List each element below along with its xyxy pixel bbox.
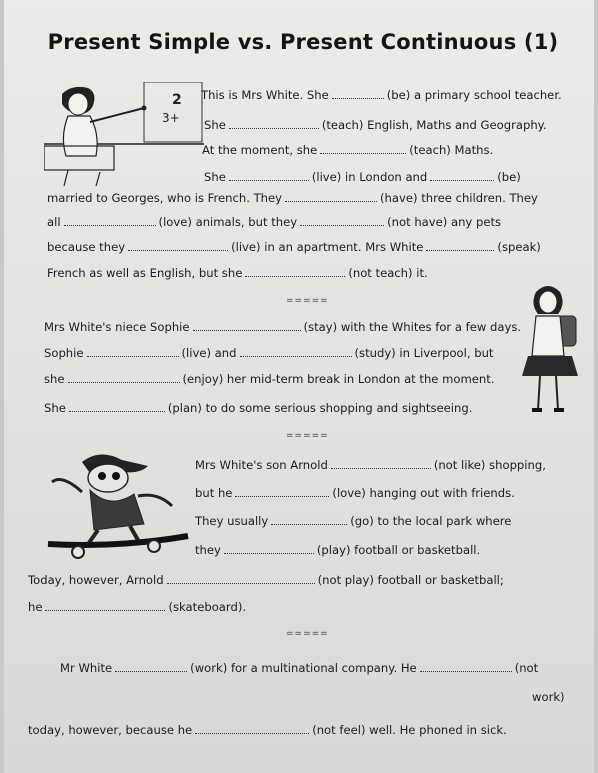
text-segment: they [195, 543, 221, 557]
text-segment: (love) animals, but they [158, 215, 298, 229]
section-separator: ===== [286, 296, 329, 306]
s3-line-2 [195, 486, 515, 500]
text-segment: Mrs White's niece Sophie [44, 320, 190, 334]
text-segment: (go) to the local park where [350, 514, 512, 528]
text-segment: Mr White [60, 661, 113, 675]
s2-line-1 [44, 320, 521, 334]
worksheet-page [4, 0, 594, 773]
answer-blank[interactable] [45, 600, 165, 611]
text-segment: because they [47, 240, 126, 254]
answer-blank[interactable] [320, 143, 406, 154]
s1-line-8 [47, 266, 428, 280]
girl-illustration-icon [522, 282, 584, 422]
text-segment: They usually [195, 514, 269, 528]
text-segment: (not [514, 661, 539, 675]
text-segment: (teach) Maths. [409, 143, 494, 157]
text-segment: Sophie [44, 346, 84, 360]
skater-illustration-icon [42, 448, 192, 560]
answer-blank[interactable] [331, 458, 431, 469]
s1-line-6 [47, 215, 501, 229]
text-segment: (work) for a multinational company. He [190, 661, 417, 675]
text-segment: today, however, because he [28, 723, 193, 737]
s1-line-4 [204, 170, 521, 184]
answer-blank[interactable] [229, 170, 309, 181]
s1-line-5 [47, 191, 538, 205]
text-segment: (not teach) it. [348, 266, 428, 280]
answer-blank[interactable] [420, 661, 512, 672]
text-segment: She [204, 170, 226, 184]
s1-line-3 [202, 143, 493, 157]
answer-blank[interactable] [64, 215, 156, 226]
s1-line-7 [47, 240, 541, 254]
text-segment: This is Mrs White. She [201, 88, 329, 102]
answer-blank[interactable] [224, 543, 314, 554]
s4-line-3 [28, 723, 507, 737]
text-segment: (enjoy) her mid-term break in London at the moment. [182, 372, 495, 386]
text-segment: married to Georges, who is French. They [47, 191, 283, 205]
text-segment: (not have) any pets [387, 215, 502, 229]
s4-line-1 [60, 661, 538, 675]
text-segment: French as well as English, but she [47, 266, 243, 280]
s1-line-2 [204, 118, 547, 132]
text-segment: but he [195, 486, 233, 500]
text-segment: (be) a primary school teacher. [386, 88, 562, 102]
answer-blank[interactable] [193, 320, 301, 331]
text-segment: (live) in London and [311, 170, 428, 184]
text-segment: all [47, 215, 61, 229]
s3-line-3 [195, 514, 511, 528]
s3-line-1 [195, 458, 546, 472]
s3-line-4 [195, 543, 480, 557]
text-segment: (live) and [181, 346, 237, 360]
section-separator: ===== [286, 629, 329, 639]
text-segment: (teach) English, Maths and Geography. [321, 118, 547, 132]
text-segment: At the moment, she [202, 143, 318, 157]
answer-blank[interactable] [300, 215, 384, 226]
s2-line-3 [44, 372, 495, 386]
text-segment: she [44, 372, 65, 386]
s3-line-5 [28, 573, 504, 587]
text-segment: (be) [497, 170, 521, 184]
text-segment: (speak) [497, 240, 541, 254]
answer-blank[interactable] [426, 240, 494, 251]
answer-blank[interactable] [115, 661, 187, 672]
worksheet-title: Present Simple vs. Present Continuous (1) [47, 30, 559, 54]
text-segment: (love) hanging out with friends. [332, 486, 515, 500]
s3-line-6 [28, 600, 246, 614]
s1-line-1 [201, 88, 562, 102]
text-segment: (stay) with the Whites for a few days. [303, 320, 522, 334]
svg-text:2: 2 [172, 92, 182, 108]
text-segment: he [28, 600, 43, 614]
teacher-illustration-icon [44, 82, 204, 187]
answer-blank[interactable] [332, 88, 384, 99]
text-segment: She [44, 401, 66, 415]
text-segment: (study) in Liverpool, but [354, 346, 494, 360]
answer-blank[interactable] [430, 170, 494, 181]
section-separator: ===== [286, 431, 329, 441]
text-segment: (live) in an apartment. Mrs White [231, 240, 424, 254]
text-segment: Mrs White's son Arnold [195, 458, 328, 472]
answer-blank[interactable] [285, 191, 377, 202]
answer-blank[interactable] [271, 514, 347, 525]
answer-blank[interactable] [195, 723, 309, 734]
answer-blank[interactable] [128, 240, 228, 251]
text-segment: (plan) to do some serious shopping and sightseeing. [167, 401, 473, 415]
text-segment: (have) three children. They [380, 191, 538, 205]
answer-blank[interactable] [245, 266, 345, 277]
text-segment: (play) football or basketball. [316, 543, 481, 557]
s2-line-2 [44, 346, 493, 360]
answer-blank[interactable] [87, 346, 179, 357]
s2-line-4 [44, 401, 472, 415]
text-segment: (not play) football or basketball; [317, 573, 504, 587]
s4-line-2: work) [532, 690, 565, 704]
answer-blank[interactable] [235, 486, 329, 497]
text-segment: (not like) shopping, [433, 458, 546, 472]
answer-blank[interactable] [229, 118, 319, 129]
text-segment: (not feel) well. He phoned in sick. [312, 723, 507, 737]
text-segment: (skateboard). [168, 600, 247, 614]
answer-blank[interactable] [68, 372, 180, 383]
svg-text:3+: 3+ [162, 111, 180, 125]
answer-blank[interactable] [167, 573, 315, 584]
text-segment: Today, however, Arnold [28, 573, 164, 587]
answer-blank[interactable] [69, 401, 165, 412]
answer-blank[interactable] [240, 346, 352, 357]
text-segment: She [204, 118, 226, 132]
